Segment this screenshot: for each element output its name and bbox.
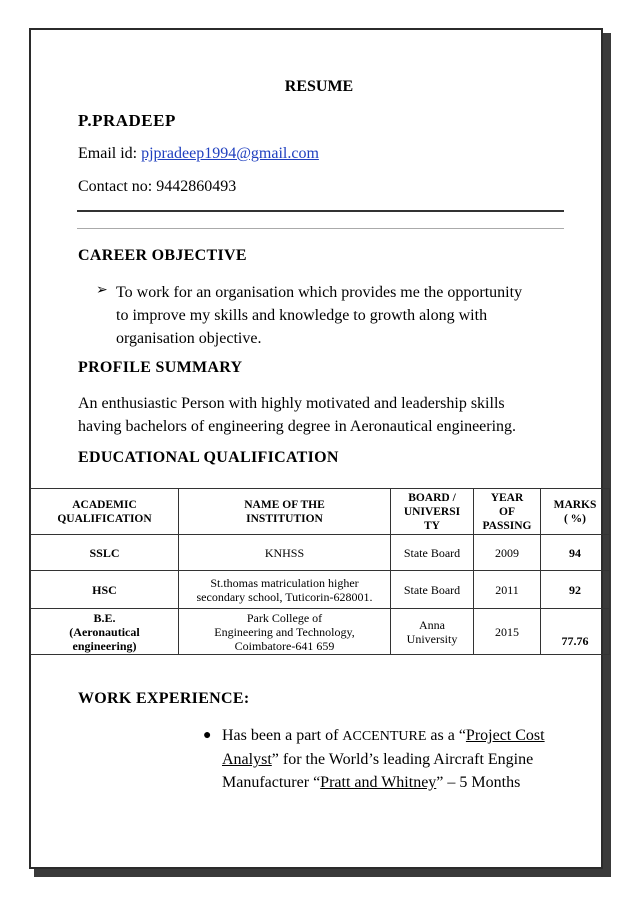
career-objective-text <box>116 281 522 350</box>
cell-marks: 77.76 <box>541 609 610 655</box>
cell-board: State Board <box>391 535 474 571</box>
document-title: RESUME <box>284 78 354 95</box>
header-year: YEAR OF PASSING <box>474 489 541 535</box>
email-line <box>78 145 319 163</box>
company-name: ACCENTURE <box>342 729 427 744</box>
arrow-bullet-icon: ➢ <box>96 283 108 298</box>
work-text-part: ” for the World’s leading Aircraft Engine Manufacturer “ <box>222 751 534 791</box>
cell-institution: St.thomas matriculation higher secondary school, Tuticorin-628001. <box>179 571 391 609</box>
header-academic: ACADEMIC QUALIFICATION <box>31 489 179 535</box>
email-label: Email id: <box>78 145 142 162</box>
profile-line: An enthusiastic Person with highly motivated and leadership skills <box>78 395 505 412</box>
cell-marks: 92 <box>541 571 610 609</box>
divider-thick <box>77 210 564 212</box>
contact-label: Contact no: <box>78 178 157 195</box>
cell-institution: Park College of Engineering and Technology, Coimbatore-641 659 <box>179 609 391 655</box>
client-name: Pratt and Whitney <box>320 774 437 791</box>
work-experience-text <box>222 724 552 794</box>
education-heading: EDUCATIONAL QUALIFICATION <box>78 449 339 466</box>
role-title: Project Cost Analyst <box>222 727 545 768</box>
header-marks: MARKS ( %) <box>541 489 610 535</box>
career-line: organisation objective. <box>116 330 262 347</box>
contact-line <box>78 178 236 196</box>
email-link[interactable]: pjpradeep1994@gmail.com <box>141 145 319 162</box>
profile-line: having bachelors of engineering degree in Aeronautical engineering. <box>78 418 517 435</box>
table-header-row <box>31 489 610 535</box>
cell-year: 2011 <box>474 571 541 609</box>
cell-qualification: HSC <box>31 571 179 609</box>
cell-qualification: B.E. (Aeronautical engineering) <box>31 609 179 655</box>
profile-summary-heading: PROFILE SUMMARY <box>78 359 243 376</box>
cell-institution: KNHSS <box>179 535 391 571</box>
work-text-part: as a “ <box>426 727 466 744</box>
candidate-name: P.PRADEEP <box>78 111 176 130</box>
career-line: To work for an organisation which provides me the opportunity <box>116 284 523 301</box>
cell-board: Anna University <box>391 609 474 655</box>
table-row <box>31 609 610 655</box>
work-experience-heading: WORK EXPERIENCE: <box>78 690 250 707</box>
table-row <box>31 535 610 571</box>
divider-thin <box>77 228 564 229</box>
cell-marks: 94 <box>541 535 610 571</box>
cell-qualification: SSLC <box>31 535 179 571</box>
cell-board: State Board <box>391 571 474 609</box>
cell-year: 2009 <box>474 535 541 571</box>
career-objective-heading: CAREER OBJECTIVE <box>78 247 247 264</box>
bullet-dot-icon: ● <box>203 728 212 743</box>
header-board: BOARD / UNIVERSI TY <box>391 489 474 535</box>
education-table <box>30 488 610 655</box>
work-text-part: ” – 5 Months <box>436 774 521 791</box>
cell-year: 2015 <box>474 609 541 655</box>
header-institution: NAME OF THE INSTITUTION <box>179 489 391 535</box>
table-row <box>31 571 610 609</box>
profile-summary-text <box>78 392 516 438</box>
contact-number: 9442860493 <box>156 178 237 195</box>
career-line: to improve my skills and knowledge to growth along with <box>116 307 488 324</box>
work-text-part: Has been a part of <box>222 727 343 744</box>
